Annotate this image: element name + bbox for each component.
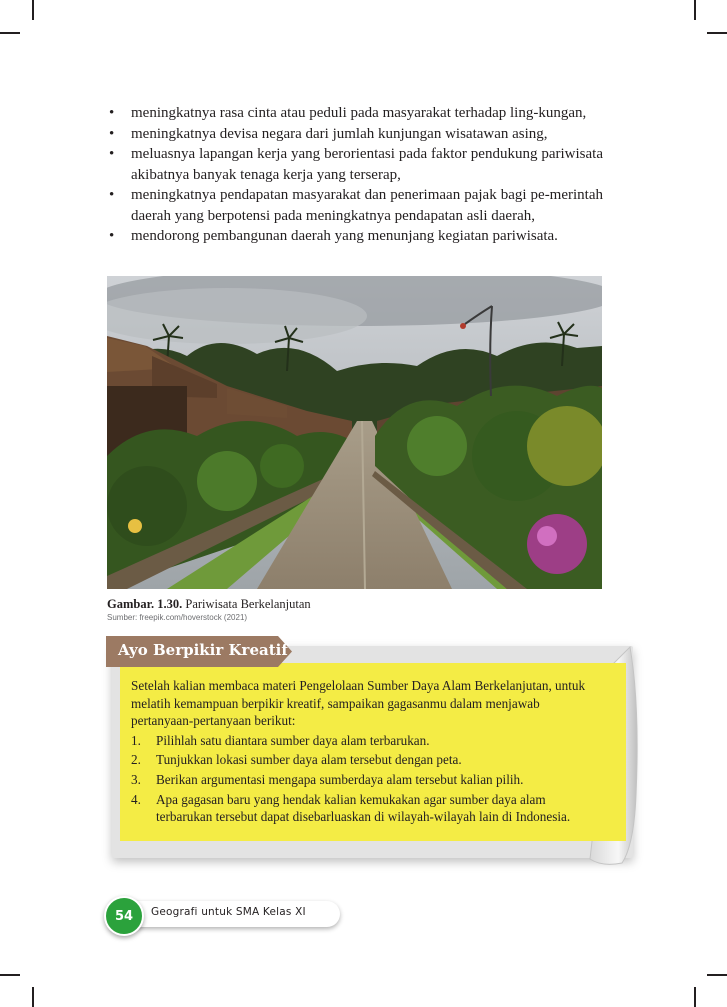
activity-body	[131, 677, 601, 828]
question-item	[131, 791, 601, 826]
bullet-item: • meluasnya lapangan kerja yang berorientasi pada faktor pendukung pariwisata akibatnya banyak tenaga kerja yang terserap,	[107, 144, 603, 185]
question-item	[131, 771, 601, 789]
question-text: Tunjukkan lokasi sumber daya alam tersebut dengan peta.	[156, 752, 462, 768]
page-number: 54	[104, 896, 144, 936]
question-text: Berikan argumentasi mengapa sumberdaya alam tersebut kalian pilih.	[156, 771, 524, 787]
figure-source: Sumber: freepik.com/hoverstock (2021)	[107, 613, 248, 622]
question-text: Apa gagasan baru yang hendak kalian kemukakan agar sumber daya alam terbarukan tersebut dapat disebarluaskan di wilayah-wilayah lain di Indonesia.	[156, 791, 571, 825]
question-item	[131, 751, 601, 769]
figure-caption	[107, 597, 311, 612]
bullet-list	[107, 103, 603, 247]
bullet-item: • meningkatnya rasa cinta atau peduli pada masyarakat terhadap ling-kungan,	[107, 103, 603, 124]
activity-intro: Setelah kalian membaca materi Pengelolaan Sumber Daya Alam Berkelanjutan, untuk melatih kemampuan berpikir kreatif, sampaikan gagasanmu dalam menjawab pertanyaan-pertanyaan berikut:	[131, 678, 586, 728]
activity-question-list	[131, 732, 601, 826]
question-number: 2.	[131, 752, 141, 768]
figure-photo	[107, 276, 602, 589]
figure-label: Gambar. 1.30.	[107, 597, 183, 611]
bullet-item: • mendorong pembangunan daerah yang menunjang kegiatan pariwisata.	[107, 226, 603, 247]
crop-mark	[694, 987, 696, 1007]
book-title: Geografi untuk SMA Kelas XI	[151, 906, 306, 918]
bullet-item: • meningkatnya devisa negara dari jumlah kunjungan wisatawan asing,	[107, 124, 603, 145]
question-item	[131, 732, 601, 750]
question-number: 4.	[131, 791, 141, 807]
crop-mark	[707, 974, 727, 976]
crop-mark	[0, 974, 20, 976]
question-number: 3.	[131, 771, 141, 787]
figure-title: Pariwisata Berkelanjutan	[185, 597, 311, 611]
crop-mark	[694, 0, 696, 20]
activity-title: Ayo Berpikir Kreatif	[118, 641, 288, 659]
crop-mark	[32, 0, 34, 20]
question-number: 1.	[131, 732, 141, 748]
question-text: Pilihlah satu diantara sumber daya alam terbarukan.	[156, 732, 430, 748]
crop-mark	[32, 987, 34, 1007]
crop-mark	[0, 32, 20, 34]
bullet-item: • meningkatnya pendapatan masyarakat dan penerimaan pajak bagi pe-merintah daerah yang berpotensi pada meningkatnya pendapatan asli daerah,	[107, 185, 603, 226]
crop-mark	[707, 32, 727, 34]
